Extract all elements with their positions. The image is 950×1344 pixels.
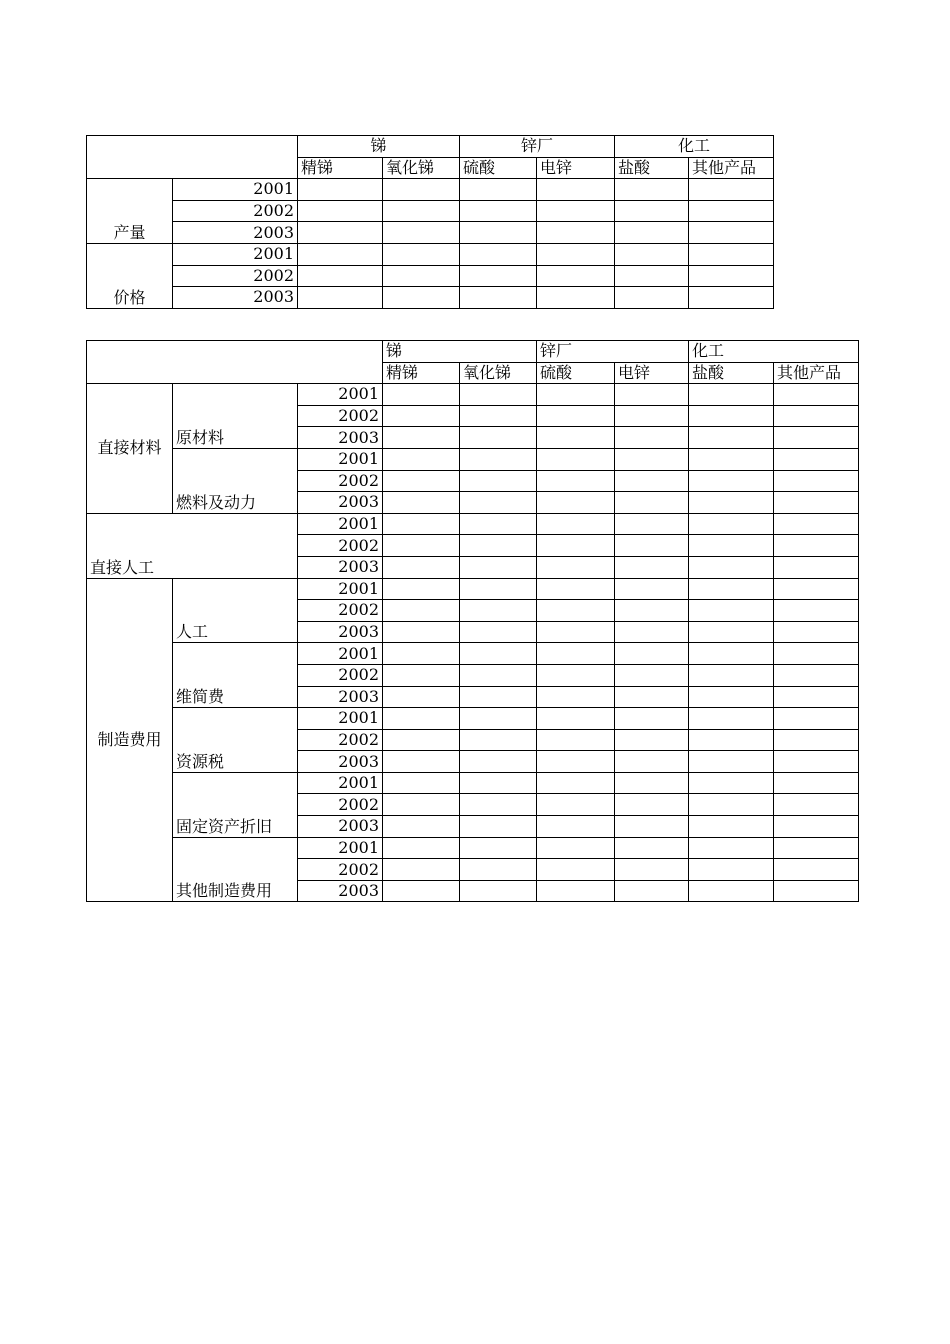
year-cell: 2002	[173, 265, 298, 287]
group-header-chemical: 化工	[615, 136, 774, 158]
data-cell[interactable]	[537, 427, 615, 449]
data-cell[interactable]	[615, 816, 689, 838]
data-cell[interactable]	[383, 556, 460, 578]
data-cell[interactable]	[383, 794, 460, 816]
data-cell[interactable]	[689, 427, 774, 449]
data-cell[interactable]	[689, 492, 774, 514]
data-cell[interactable]	[460, 179, 537, 201]
data-cell[interactable]	[460, 535, 537, 557]
year-cell: 2003	[298, 880, 383, 902]
data-cell[interactable]	[383, 729, 460, 751]
data-cell[interactable]	[615, 729, 689, 751]
data-cell[interactable]	[689, 859, 774, 881]
data-cell[interactable]	[537, 600, 615, 622]
data-cell[interactable]	[774, 513, 859, 535]
data-cell[interactable]	[537, 448, 615, 470]
subcategory-label: 维简费	[173, 643, 298, 708]
data-cell[interactable]	[537, 556, 615, 578]
data-cell[interactable]	[689, 578, 774, 600]
data-cell[interactable]	[774, 427, 859, 449]
category-direct-labor: 直接人工	[87, 513, 298, 578]
product-header: 硫酸	[460, 157, 537, 179]
data-cell[interactable]	[689, 470, 774, 492]
year-cell: 2003	[298, 492, 383, 514]
data-cell[interactable]	[460, 729, 537, 751]
data-cell[interactable]	[615, 600, 689, 622]
data-cell[interactable]	[298, 287, 383, 309]
data-cell[interactable]	[460, 556, 537, 578]
data-cell[interactable]	[383, 664, 460, 686]
data-cell[interactable]	[689, 772, 774, 794]
data-cell[interactable]	[774, 556, 859, 578]
data-cell[interactable]	[774, 794, 859, 816]
data-cell[interactable]	[298, 200, 383, 222]
data-cell[interactable]	[689, 287, 774, 309]
data-cell[interactable]	[774, 448, 859, 470]
data-cell[interactable]	[689, 535, 774, 557]
data-cell[interactable]	[383, 578, 460, 600]
year-cell: 2003	[298, 816, 383, 838]
data-cell[interactable]	[383, 708, 460, 730]
data-cell[interactable]	[383, 427, 460, 449]
data-cell[interactable]	[689, 405, 774, 427]
data-cell[interactable]	[383, 621, 460, 643]
data-cell[interactable]	[460, 664, 537, 686]
data-cell[interactable]	[615, 513, 689, 535]
data-cell[interactable]	[615, 664, 689, 686]
data-cell[interactable]	[689, 794, 774, 816]
data-cell[interactable]	[298, 243, 383, 265]
data-cell[interactable]	[537, 751, 615, 773]
data-cell[interactable]	[689, 513, 774, 535]
data-cell[interactable]	[383, 384, 460, 406]
data-cell[interactable]	[537, 578, 615, 600]
data-cell[interactable]	[774, 621, 859, 643]
data-cell[interactable]	[383, 880, 460, 902]
data-cell[interactable]	[460, 794, 537, 816]
data-cell[interactable]	[537, 470, 615, 492]
data-cell[interactable]	[774, 535, 859, 557]
data-cell[interactable]	[615, 492, 689, 514]
year-cell: 2003	[298, 621, 383, 643]
data-cell[interactable]	[383, 470, 460, 492]
data-cell[interactable]	[460, 621, 537, 643]
year-cell: 2002	[298, 470, 383, 492]
year-cell: 2001	[298, 384, 383, 406]
data-cell[interactable]	[615, 470, 689, 492]
data-cell[interactable]	[537, 880, 615, 902]
data-cell[interactable]	[460, 686, 537, 708]
data-cell[interactable]	[460, 837, 537, 859]
subcategory-label: 人工	[173, 578, 298, 643]
data-cell[interactable]	[615, 772, 689, 794]
data-cell[interactable]	[689, 816, 774, 838]
data-cell[interactable]	[383, 200, 460, 222]
data-cell[interactable]	[460, 708, 537, 730]
year-cell: 2002	[173, 200, 298, 222]
data-cell[interactable]	[537, 265, 615, 287]
data-cell[interactable]	[383, 492, 460, 514]
data-cell[interactable]	[298, 222, 383, 244]
data-cell[interactable]	[460, 751, 537, 773]
data-cell[interactable]	[460, 405, 537, 427]
data-cell[interactable]	[537, 729, 615, 751]
data-cell[interactable]	[689, 880, 774, 902]
data-cell[interactable]	[689, 729, 774, 751]
data-cell[interactable]	[383, 179, 460, 201]
year-cell: 2001	[173, 179, 298, 201]
data-cell[interactable]	[615, 621, 689, 643]
data-cell[interactable]	[537, 621, 615, 643]
data-cell[interactable]	[460, 448, 537, 470]
data-cell[interactable]	[615, 179, 689, 201]
data-cell[interactable]	[774, 772, 859, 794]
data-cell[interactable]	[615, 384, 689, 406]
year-cell: 2002	[298, 405, 383, 427]
data-cell[interactable]	[689, 265, 774, 287]
data-cell[interactable]	[460, 287, 537, 309]
data-cell[interactable]	[689, 621, 774, 643]
output-price-table	[86, 135, 774, 309]
data-cell[interactable]	[383, 448, 460, 470]
data-cell[interactable]	[689, 643, 774, 665]
product-header: 氧化锑	[460, 362, 537, 384]
data-cell[interactable]	[774, 405, 859, 427]
data-cell[interactable]	[774, 664, 859, 686]
year-cell: 2003	[298, 686, 383, 708]
data-cell[interactable]	[460, 384, 537, 406]
product-header: 精锑	[383, 362, 460, 384]
data-cell[interactable]	[537, 535, 615, 557]
data-cell[interactable]	[615, 535, 689, 557]
data-cell[interactable]	[460, 643, 537, 665]
data-cell[interactable]	[383, 265, 460, 287]
data-cell[interactable]	[537, 222, 615, 244]
data-cell[interactable]	[537, 287, 615, 309]
data-cell[interactable]	[689, 384, 774, 406]
year-cell: 2001	[298, 708, 383, 730]
data-cell[interactable]	[615, 880, 689, 902]
year-cell: 2003	[173, 287, 298, 309]
data-cell[interactable]	[615, 837, 689, 859]
data-cell[interactable]	[383, 513, 460, 535]
data-cell[interactable]	[774, 600, 859, 622]
data-cell[interactable]	[774, 384, 859, 406]
data-cell[interactable]	[460, 492, 537, 514]
data-cell[interactable]	[383, 405, 460, 427]
product-header: 硫酸	[537, 362, 615, 384]
group-header-antimony: 锑	[298, 136, 460, 158]
data-cell[interactable]	[615, 578, 689, 600]
data-cell[interactable]	[460, 427, 537, 449]
data-cell[interactable]	[537, 816, 615, 838]
row-label-output: 产量	[87, 179, 173, 244]
data-cell[interactable]	[383, 816, 460, 838]
data-cell[interactable]	[383, 243, 460, 265]
data-cell[interactable]	[615, 686, 689, 708]
data-cell[interactable]	[774, 686, 859, 708]
data-cell[interactable]	[298, 265, 383, 287]
data-cell[interactable]	[537, 794, 615, 816]
row-label-price: 价格	[87, 243, 173, 308]
product-header: 盐酸	[689, 362, 774, 384]
product-header: 其他产品	[689, 157, 774, 179]
data-cell[interactable]	[383, 859, 460, 881]
data-cell[interactable]	[460, 265, 537, 287]
data-cell[interactable]	[774, 643, 859, 665]
data-cell[interactable]	[383, 751, 460, 773]
data-cell[interactable]	[774, 708, 859, 730]
data-cell[interactable]	[615, 200, 689, 222]
cost-breakdown-table	[86, 340, 859, 902]
subcategory-label: 资源税	[173, 708, 298, 773]
data-cell[interactable]	[537, 243, 615, 265]
data-cell[interactable]	[774, 470, 859, 492]
data-cell[interactable]	[383, 772, 460, 794]
data-cell[interactable]	[460, 578, 537, 600]
category-manufacturing-overhead: 制造费用	[87, 578, 173, 902]
data-cell[interactable]	[383, 222, 460, 244]
data-cell[interactable]	[460, 816, 537, 838]
year-cell: 2001	[298, 837, 383, 859]
year-cell: 2002	[298, 535, 383, 557]
data-cell[interactable]	[460, 470, 537, 492]
data-cell[interactable]	[537, 384, 615, 406]
data-cell[interactable]	[615, 708, 689, 730]
data-cell[interactable]	[383, 287, 460, 309]
year-cell: 2003	[298, 751, 383, 773]
data-cell[interactable]	[615, 448, 689, 470]
data-cell[interactable]	[615, 222, 689, 244]
data-cell[interactable]	[537, 686, 615, 708]
group-header-antimony: 锑	[383, 341, 537, 363]
product-header: 其他产品	[774, 362, 859, 384]
year-cell: 2001	[298, 643, 383, 665]
product-header: 氧化锑	[383, 157, 460, 179]
data-cell[interactable]	[460, 772, 537, 794]
data-cell[interactable]	[689, 179, 774, 201]
data-cell[interactable]	[689, 556, 774, 578]
data-cell[interactable]	[537, 708, 615, 730]
year-cell: 2002	[298, 859, 383, 881]
year-cell: 2002	[298, 600, 383, 622]
data-cell[interactable]	[774, 880, 859, 902]
data-cell[interactable]	[774, 492, 859, 514]
data-cell[interactable]	[537, 405, 615, 427]
data-cell[interactable]	[298, 179, 383, 201]
data-cell[interactable]	[615, 427, 689, 449]
data-cell[interactable]	[615, 643, 689, 665]
data-cell[interactable]	[383, 837, 460, 859]
data-cell[interactable]	[537, 513, 615, 535]
data-cell[interactable]	[689, 222, 774, 244]
data-cell[interactable]	[774, 837, 859, 859]
data-cell[interactable]	[689, 200, 774, 222]
data-cell[interactable]	[537, 664, 615, 686]
group-header-zinc-plant: 锌厂	[537, 341, 689, 363]
data-cell[interactable]	[460, 200, 537, 222]
data-cell[interactable]	[689, 600, 774, 622]
year-cell: 2001	[298, 772, 383, 794]
data-cell[interactable]	[615, 751, 689, 773]
data-cell[interactable]	[537, 772, 615, 794]
year-cell: 2001	[298, 578, 383, 600]
data-cell[interactable]	[689, 751, 774, 773]
year-cell: 2001	[298, 448, 383, 470]
data-cell[interactable]	[537, 200, 615, 222]
subcategory-label: 原材料	[173, 384, 298, 449]
year-cell: 2003	[298, 556, 383, 578]
data-cell[interactable]	[689, 664, 774, 686]
corner-cell	[87, 341, 383, 384]
data-cell[interactable]	[615, 859, 689, 881]
group-header-chemical: 化工	[689, 341, 859, 363]
year-cell: 2003	[298, 427, 383, 449]
data-cell[interactable]	[774, 751, 859, 773]
year-cell: 2002	[298, 729, 383, 751]
data-cell[interactable]	[460, 600, 537, 622]
data-cell[interactable]	[774, 729, 859, 751]
subcategory-label: 其他制造费用	[173, 837, 298, 902]
data-cell[interactable]	[537, 837, 615, 859]
data-cell[interactable]	[460, 513, 537, 535]
year-cell: 2003	[173, 222, 298, 244]
data-cell[interactable]	[774, 578, 859, 600]
data-cell[interactable]	[615, 287, 689, 309]
data-cell[interactable]	[460, 222, 537, 244]
product-header: 盐酸	[615, 157, 689, 179]
data-cell[interactable]	[774, 859, 859, 881]
data-cell[interactable]	[537, 859, 615, 881]
year-cell: 2002	[298, 794, 383, 816]
data-cell[interactable]	[537, 492, 615, 514]
data-cell[interactable]	[689, 708, 774, 730]
data-cell[interactable]	[689, 686, 774, 708]
product-header: 电锌	[615, 362, 689, 384]
data-cell[interactable]	[460, 880, 537, 902]
data-cell[interactable]	[615, 556, 689, 578]
product-header: 电锌	[537, 157, 615, 179]
year-cell: 2002	[298, 664, 383, 686]
data-cell[interactable]	[460, 859, 537, 881]
data-cell[interactable]	[460, 243, 537, 265]
data-cell[interactable]	[383, 600, 460, 622]
data-cell[interactable]	[615, 794, 689, 816]
data-cell[interactable]	[537, 179, 615, 201]
year-cell: 2001	[298, 513, 383, 535]
data-cell[interactable]	[615, 243, 689, 265]
data-cell[interactable]	[615, 405, 689, 427]
year-cell: 2001	[173, 243, 298, 265]
data-cell[interactable]	[383, 643, 460, 665]
data-cell[interactable]	[537, 643, 615, 665]
group-header-zinc-plant: 锌厂	[460, 136, 615, 158]
data-cell[interactable]	[383, 535, 460, 557]
data-cell[interactable]	[689, 243, 774, 265]
data-cell[interactable]	[383, 686, 460, 708]
corner-cell	[87, 136, 298, 179]
product-header: 精锑	[298, 157, 383, 179]
data-cell[interactable]	[689, 448, 774, 470]
subcategory-label: 燃料及动力	[173, 448, 298, 513]
data-cell[interactable]	[615, 265, 689, 287]
subcategory-label: 固定资产折旧	[173, 772, 298, 837]
data-cell[interactable]	[774, 816, 859, 838]
data-cell[interactable]	[689, 837, 774, 859]
category-direct-material: 直接材料	[87, 384, 173, 514]
